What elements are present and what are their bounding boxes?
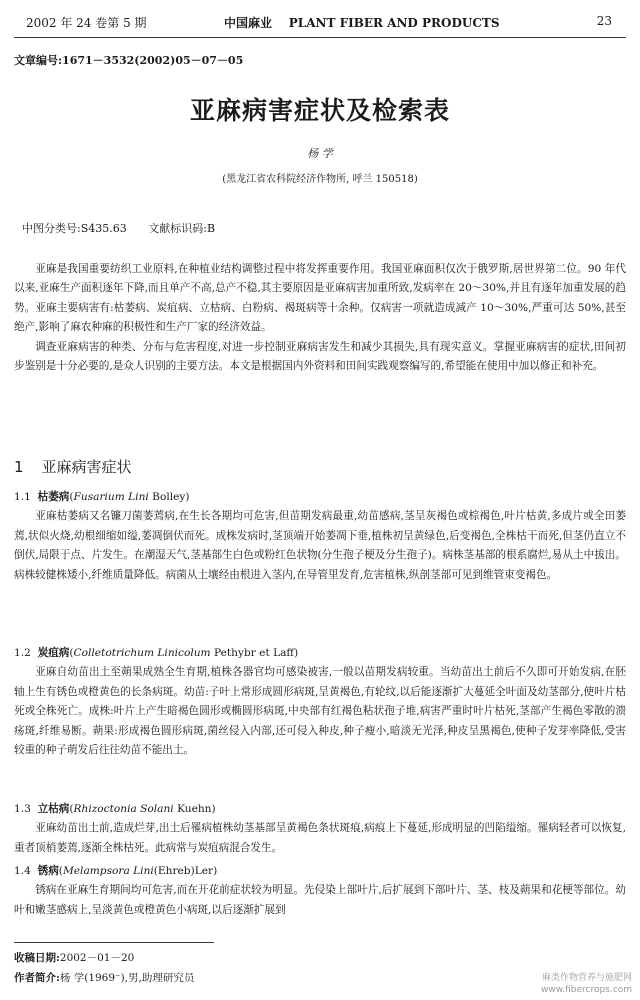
introduction (14, 260, 626, 376)
journal-name-en: PLANT FIBER AND PRODUCTS (288, 16, 500, 30)
page-number: 23 (596, 14, 612, 28)
subsection-1-2 (14, 644, 626, 760)
article-number: 文章编号:1671－3532(2002)05－07－05 (14, 54, 244, 67)
journal-name-cn: 中国麻业 (224, 16, 273, 30)
article-title: 亚麻病害症状及检索表 (189, 96, 450, 125)
issue-info: 2002 年 24 卷第 5 期 (26, 16, 147, 30)
journal-name (224, 14, 499, 31)
subsection-text: 亚麻幼苗出土前,造成烂芽,出土后罹病植株幼茎基部呈黄褐色条状斑痕,病痕上下蔓延,形成明显的凹陷缢缩。罹病轻者可以恢复,重者顶梢萎蔫,逐渐全株枯死。此病常与炭疽病混合发生。 (14, 822, 626, 854)
subsection-heading: 1.3 立枯病(Rhizoctonia Solani Kuehn) (14, 803, 216, 815)
intro-paragraph: 亚麻是我国重要纺织工业原料,在种植业结构调整过程中将发挥重要作用。我国亚麻面积仅次于俄罗斯,居世界第二位。90 年代以来,亚麻生产面积逐年下降,而且单产不高,总产不稳,其主要原因是亚麻病害加重所致,发病率在 20～30%,并且有逐年加重发展的趋势。亚麻主要病害有:枯萎病、炭疽病、立枯病、白粉病、褐斑病等十余种。仅病害一项就造成减产 10～30%,严重可达 50%,甚至绝产,影响了麻农种麻的积极性和生产厂家的经济效益。 (14, 263, 626, 334)
subsection-text: 亚麻枯萎病又名镰刀菌萎蔫病,在生长各期均可危害,但苗期发病最重,幼苗感病,茎呈灰褐色或棕褐色,叶片枯黄,多成片或全田萎蔫,状似火烧,幼根细缩如缢,萎凋倒伏而死。成株发病时,茎顶端开始萎凋下垂,植株初呈黄绿色,后变褐色,全株枯干而死,但茎仍直立不倒伏,局限于点、片发生。在潮湿天气,茎基部生白色或粉红色状物(分生孢子梗及分生孢子)。病株茎基部的根系腐烂,易从土中拔出。病株较健株矮小,纤维质量降低。病菌从土壤经由根进入茎内,在导管里发育,危害植株,纵剖茎部可见到维管束变褐色。 (14, 510, 626, 581)
document-code: 文献标识码:B (148, 222, 216, 235)
running-header (14, 10, 626, 32)
section-title: 亚麻病害症状 (41, 458, 132, 476)
author-name: 杨 学 (307, 147, 333, 160)
intro-paragraph: 调查亚麻病害的种类、分布与危害程度,对进一步控制亚麻病害发生和减少其损失,具有现实意义。掌握亚麻病害的症状,田间初步鉴别是十分必要的,是众人识别的主要方法。本文是根据国内外资料和田间实践观察编写的,希望能在使用中加以修正和补充。 (14, 340, 626, 373)
section-heading (14, 456, 132, 477)
subsection-heading: 1.2 炭疽病(Colletotrichum Linicolum Pethybr et Laff) (14, 647, 299, 659)
author-bio: 作者简介:杨 学(1969⁻),男,助理研究员 (14, 972, 195, 984)
clc-number: 中图分类号:S435.63 (22, 222, 127, 235)
classification-line (22, 220, 233, 236)
subsection-1-4 (14, 862, 626, 920)
header-divider (14, 37, 626, 38)
site-watermark: 麻类作物营养与施肥网 www.fibercrops.com (541, 973, 632, 995)
footnote-divider (14, 942, 214, 943)
section-number: 1 (14, 458, 24, 476)
author-affiliation: (黑龙江省农科院经济作物所, 呼兰 150518) (222, 174, 418, 185)
subsection-text: 亚麻自幼苗出土至蒴果成熟全生育期,植株各器官均可感染被害,一般以苗期发病较重。当幼苗出土前后不久即可开始发病,在胚轴上生有锈色或橙黄色的长条病斑。幼苗:子叶上常形成圆形病斑,呈黄褐色,有轮纹,以后能逐渐扩大蔓延全叶面及幼茎部分,使叶片枯死或全株死亡。成株:叶片上产生暗褐色圆形或椭圆形病斑,中央部有红褐色粘状孢子堆,病害严重时叶片枯死,茎部产生褐色零散的溃疡斑,纤维易断。蒴果:形成褐色圆形病斑,菌丝侵入内部,还可侵入种皮,种子瘦小,暗淡无光泽,种皮呈黑褐色,使种子发芽率降低,受害较重的种子萌发后往往幼苗不能出土。 (14, 666, 626, 757)
subsection-1-1 (14, 488, 626, 585)
received-date: 收稿日期:2002－01－20 (14, 952, 135, 964)
subsection-1-3 (14, 800, 626, 858)
subsection-text: 锈病在亚麻生育期间均可危害,而在开花前症状较为明显。先侵染上部叶片,后扩展到下部叶片、茎、枝及蒴果和花梗等部位。幼叶和嫩茎感病上,呈淡黄色或橙黄色小病斑,以后逐渐扩展到 (14, 884, 626, 916)
subsection-heading: 1.1 枯萎病(Fusarium Lini Bolley) (14, 491, 190, 503)
subsection-heading: 1.4 锈病(Melampsora Lini(Ehreb)Ler) (14, 865, 218, 877)
footnote (14, 948, 194, 988)
